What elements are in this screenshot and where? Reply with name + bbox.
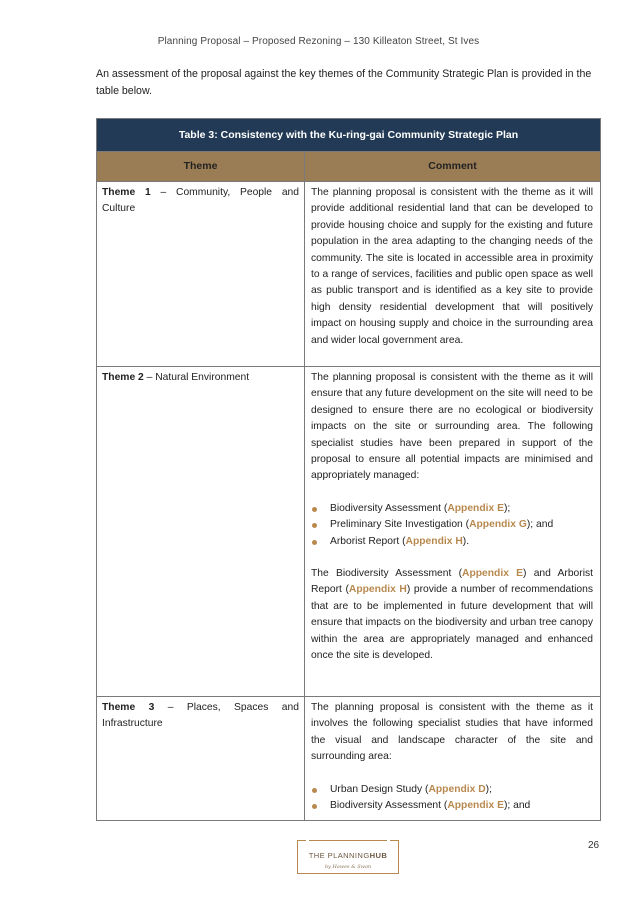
logo-tagline: by Hawes & Swan (324, 864, 372, 870)
list-item: Preliminary Site Investigation (Appendix G); and (311, 517, 593, 533)
bullet-icon (312, 540, 317, 545)
bullet-icon (312, 523, 317, 528)
comment-cell (305, 367, 601, 697)
bullet-icon (312, 788, 317, 793)
theme-cell (97, 367, 305, 697)
intro-paragraph: An assessment of the proposal against the key themes of the Community Strategic Plan is provided in the table below. (96, 68, 592, 97)
studies-list (311, 782, 593, 815)
list-item: Arborist Report (Appendix H). (311, 534, 593, 550)
bullet-icon (312, 507, 317, 512)
studies-list (311, 501, 593, 550)
theme-name: Theme 2 (102, 372, 144, 383)
appendix-reference[interactable]: Appendix E (447, 800, 504, 812)
theme-name: Theme 1 (102, 187, 151, 198)
appendix-reference[interactable]: Appendix E (447, 502, 504, 514)
theme-description: – Places, Spaces and Infrastructure (102, 702, 299, 730)
appendix-reference[interactable]: Appendix E (462, 568, 524, 580)
bullet-icon (312, 804, 317, 809)
table-row (97, 697, 601, 821)
appendix-reference[interactable]: Appendix D (428, 783, 486, 795)
list-item: Biodiversity Assessment (Appendix E); and (311, 798, 593, 814)
theme-description: – Community, People and Culture (102, 187, 300, 215)
logo-wordmark: THE PLANNINGHUB (308, 851, 388, 860)
appendix-reference[interactable]: Appendix H (405, 535, 463, 547)
theme-cell (97, 182, 305, 367)
table-row (97, 182, 601, 367)
comment-paragraph: The planning proposal is consistent with the theme as it involves the following specialist studies that have informed the visual and landscape character of the site and surrounding area: (311, 702, 594, 763)
list-item: Urban Design Study (Appendix D); (311, 782, 593, 798)
comment-paragraph: The Biodiversity Assessment (Appendix E) and Arborist Report (Appendix H) provide a number of recommendations that are to be implemented in future development that will ensure that impacts on the biodiversity and urban tree canopy within the area are appropriately managed and enhanced once the site is developed. (311, 568, 594, 662)
page-header: Planning Proposal – Proposed Rezoning – 130 Killeaton Street, St Ives (157, 36, 480, 47)
appendix-reference[interactable]: Appendix H (348, 584, 407, 596)
planning-hub-logo (297, 840, 399, 874)
column-header-theme: Theme (97, 152, 305, 182)
theme-description: – Natural Environment (143, 372, 250, 383)
theme-name: Theme 3 (102, 702, 155, 713)
comment-paragraph: The planning proposal is consistent with the theme as it will ensure that any future development on the site will need to be designed to ensure there are no ecological or biodiversity impacts on the site or surrounding area. The following specialist studies have been prepared in support of the proposal to ensure all potential impacts are minimised and appropriately managed: (311, 372, 594, 482)
table-title: Table 3: Consistency with the Ku-ring-gai Community Strategic Plan (97, 119, 601, 152)
list-item: Biodiversity Assessment (Appendix E); (311, 501, 593, 517)
column-header-comment: Comment (305, 152, 601, 182)
comment-cell (305, 182, 601, 367)
page-number: 26 (588, 840, 600, 851)
table-row (97, 367, 601, 697)
theme-cell (97, 697, 305, 821)
consistency-table (96, 118, 601, 821)
appendix-reference[interactable]: Appendix G (469, 519, 527, 531)
comment-paragraph: The planning proposal is consistent with the theme as it will provide additional residential land that can be developed to provide housing choice and supply for the existing and future population in the area adapting to the changing needs of the community. The site is located in accessible area in proximity to a range of services, facilities and public open space as well as public transport and is identified as a key site to provide high density residential development that will positively impact on housing supply and choice in the surrounding area and wider local government area. (311, 187, 594, 346)
comment-cell (305, 697, 601, 821)
